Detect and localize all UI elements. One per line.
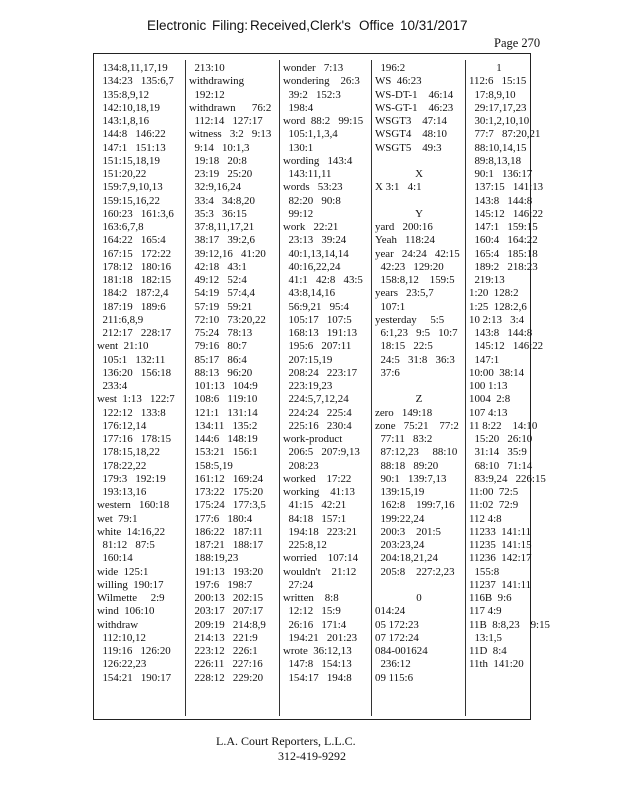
index-entry-line: 90:1 139:7,13 xyxy=(375,472,447,485)
index-entry-line: 223:19,23 xyxy=(283,380,333,392)
index-entry-line: 56:9,21 95:4 xyxy=(283,300,349,313)
index-entry-line: 85:17 86:4 xyxy=(189,353,247,366)
index-entry-line: 188:19,23 xyxy=(189,552,239,565)
index-entry-line: 196:2 xyxy=(375,62,406,74)
index-entry-line: 05 172:23 xyxy=(375,618,419,631)
index-entry-line: 107:1 xyxy=(375,300,406,313)
index-entry-line: 32:9,16,24 xyxy=(189,181,242,194)
header-received: Received,Clerk's xyxy=(250,18,351,33)
index-entry-line: wrote 36:12,13 xyxy=(283,645,352,657)
index-entry-line: 40:1,13,14,14 xyxy=(283,247,349,260)
index-entry-line: 236:12 xyxy=(375,658,411,671)
index-entry-line: 82:20 90:8 xyxy=(283,194,341,207)
index-entry-line: 147:8 154:13 xyxy=(283,658,352,671)
index-entry-line: 79:16 80:7 xyxy=(189,340,247,353)
index-entry-line: WS-GT-1 46:23 xyxy=(375,101,454,114)
index-entry-line: 119:16 126:20 xyxy=(97,645,171,657)
index-entry-line: 41:15 42:21 xyxy=(283,499,347,512)
index-entry-line: 194:21 201:23 xyxy=(283,631,358,644)
index-entry-line: Wilmette 2:9 xyxy=(97,592,165,604)
header-filing: Filing: xyxy=(212,18,249,33)
index-entry-line: 143:8 144:8 xyxy=(469,194,533,207)
header-electronic: Electronic xyxy=(147,18,207,33)
index-entry-line: 11B 8:8,23 9:15 xyxy=(469,618,550,631)
index-entry-line: 160:23 161:3,6 xyxy=(97,207,174,220)
index-entry-line: 173:22 175:20 xyxy=(189,486,264,498)
index-entry-line: 203:17 207:17 xyxy=(189,605,264,618)
index-entry-line: 223:12 226:1 xyxy=(189,645,258,657)
index-entry-line: 136:20 156:18 xyxy=(97,366,172,379)
index-column-5 xyxy=(469,62,550,714)
index-entry-line: 112 4:8 xyxy=(469,512,502,525)
index-entry-line: 130:1 xyxy=(283,141,314,154)
column-divider xyxy=(279,60,280,716)
index-entry-line: 155:8 xyxy=(469,565,500,578)
index-entry-line: 88:13 96:20 xyxy=(189,366,253,379)
index-entry-line: 207:15,19 xyxy=(283,353,333,366)
index-entry-line: 13:1,5 xyxy=(469,631,502,644)
index-entry-line: 203:23,24 xyxy=(375,539,425,551)
index-entry-line: 11237 141:11 xyxy=(469,578,532,591)
index-entry-line: 187:19 189:6 xyxy=(97,300,166,313)
index-entry-line: 158:5,19 xyxy=(189,459,233,472)
index-entry-line: 121:1 131:14 xyxy=(189,406,258,419)
index-entry-line: 40:16,22,24 xyxy=(283,260,341,273)
index-column-2 xyxy=(189,62,277,714)
index-entry-line: 23:19 25:20 xyxy=(189,168,253,180)
index-entry-line: 07 172:24 xyxy=(375,631,419,644)
index-entry-line: 153:21 156:1 xyxy=(189,446,258,459)
index-entry-line: 143:8 144:8 xyxy=(469,327,533,339)
header-date: 10/31/2017 xyxy=(400,18,468,33)
index-entry-line: 147:1 xyxy=(469,353,500,366)
index-entry-line: 151:15,18,19 xyxy=(97,154,160,167)
index-entry-line: 41:1 42:8 43:5 xyxy=(283,274,363,286)
index-entry-line: 205:8 227:2,23 xyxy=(375,565,455,578)
index-entry-line: 178:15,18,22 xyxy=(97,446,160,459)
index-entry-line: 1004 2:8 xyxy=(469,393,511,406)
index-entry-line: wouldn't 21:12 xyxy=(283,565,357,578)
index-entry-line: WSGT3 47:14 xyxy=(375,115,447,127)
index-entry-line: willing 190:17 xyxy=(97,578,164,591)
index-entry-line: 100 1:13 xyxy=(469,380,508,392)
index-entry-line: 154:17 194:8 xyxy=(283,671,352,684)
index-entry-line: 134:23 135:6,7 xyxy=(97,75,174,88)
index-entry-line: 87:12,23 88:10 xyxy=(375,446,458,459)
column-divider xyxy=(185,60,186,716)
index-entry-line: 206:5 207:9,13 xyxy=(283,446,360,459)
index-entry-line: zero 149:18 xyxy=(375,406,433,419)
index-entry-line: WSGT4 48:10 xyxy=(375,128,447,141)
index-entry-line: 211:6,8,9 xyxy=(97,313,144,326)
index-letter-heading: 0 xyxy=(416,592,422,604)
index-entry-line: 19:18 20:8 xyxy=(189,154,247,167)
index-entry-line: 165:4 185:18 xyxy=(469,247,538,260)
index-entry-line: 15:20 26:10 xyxy=(469,433,533,445)
index-entry-line: 197:6 198:7 xyxy=(189,578,253,591)
index-entry-line: 139:15,19 xyxy=(375,486,425,498)
index-entry-line: 212:17 228:17 xyxy=(97,327,172,339)
index-entry-line: 199:22,24 xyxy=(375,512,425,525)
index-entry-line: 81:12 87:5 xyxy=(97,539,155,551)
index-entry-line: 154:21 190:17 xyxy=(97,671,172,684)
index-entry-line: 24:5 31:8 36:3 xyxy=(375,353,455,366)
index-entry-line: zone 75:21 77:2 xyxy=(375,419,459,432)
index-entry-line: 193:13,16 xyxy=(97,486,147,498)
index-entry-line: Yeah 118:24 xyxy=(375,234,435,247)
index-entry-line: 145:12 146:22 xyxy=(469,340,544,353)
index-entry-line: withdrawing xyxy=(189,75,245,88)
index-entry-line: 191:13 193:20 xyxy=(189,565,264,578)
index-entry-line: 33:4 34:8,20 xyxy=(189,194,255,207)
index-entry-line: 57:19 59:21 xyxy=(189,300,253,313)
index-entry-line: 26:16 171:4 xyxy=(283,618,347,631)
index-entry-line: 09 115:6 xyxy=(375,671,414,684)
index-entry-line: 11:00 72:5 xyxy=(469,486,519,498)
index-entry-line: 175:24 177:3,5 xyxy=(189,499,266,512)
index-entry-line: WS 46:23 xyxy=(375,75,422,88)
index-letter-heading: 1 xyxy=(496,62,502,74)
index-entry-line: 144:6 148:19 xyxy=(189,433,258,445)
index-entry-line: 101:13 104:9 xyxy=(189,380,258,392)
index-entry-line: 200:13 202:15 xyxy=(189,592,264,604)
index-entry-line: 195:6 207:11 xyxy=(283,340,352,353)
index-entry-line: white 14:16,22 xyxy=(97,525,166,538)
index-entry-line: 90:1 136:17 xyxy=(469,168,533,180)
index-entry-line: 122:12 133:8 xyxy=(97,406,166,419)
index-entry-line: WS-DT-1 46:14 xyxy=(375,88,454,101)
index-entry-line: 17:8,9,10 xyxy=(469,88,516,101)
index-entry-line: 6:1,23 9:5 10:7 xyxy=(375,327,458,339)
index-entry-line: 29:17,17,23 xyxy=(469,101,527,114)
index-entry-line: worked 17:22 xyxy=(283,472,352,485)
index-entry-line: 134:11 135:2 xyxy=(189,419,258,432)
index-entry-line: 194:18 223:21 xyxy=(283,525,358,538)
index-entry-line: 68:10 71:14 xyxy=(469,459,533,472)
index-entry-line xyxy=(375,155,463,168)
index-entry-line: 43:8,14,16 xyxy=(283,287,336,300)
index-entry-line: 143:11,11 xyxy=(283,168,332,180)
index-entry-line: 11235 141:15 xyxy=(469,539,532,551)
index-entry-line: witness 3:2 9:13 xyxy=(189,128,272,141)
index-entry-line: 147:1 151:13 xyxy=(97,141,166,154)
index-entry-line: 105:1 132:11 xyxy=(97,353,166,366)
index-entry-line: 112:6 15:15 xyxy=(469,75,527,88)
index-entry-line: 117 4:9 xyxy=(469,605,502,618)
index-entry-line: 126:22,23 xyxy=(97,658,147,671)
index-column-3 xyxy=(283,62,369,714)
index-entry-line: 224:24 225:4 xyxy=(283,406,352,419)
index-entry-line: 75:24 78:13 xyxy=(189,327,253,339)
footer-company: L.A. Court Reporters, L.L.C. xyxy=(216,734,356,748)
index-entry-line: 208:23 xyxy=(283,459,319,472)
index-entry-line: 1:25 128:2,6 xyxy=(469,300,527,313)
index-entry-line: 37:6 xyxy=(375,366,400,379)
page-number: Page 270 xyxy=(494,36,541,50)
index-entry-line: 10:00 38:14 xyxy=(469,366,525,379)
index-entry-line: 108:6 119:10 xyxy=(189,393,258,406)
index-entry-line: 181:18 182:15 xyxy=(97,274,172,286)
index-entry-line: western 160:18 xyxy=(97,499,170,512)
index-entry-line: 228:12 229:20 xyxy=(189,671,264,684)
index-entry-line: withdraw xyxy=(97,618,139,631)
index-entry-line: 163:6,7,8 xyxy=(97,221,144,233)
index-entry-line: WSGT5 49:3 xyxy=(375,141,442,154)
index-entry-line: 11:02 72:9 xyxy=(469,499,519,512)
index-entry-line: 225:16 230:4 xyxy=(283,419,352,432)
column-divider xyxy=(371,60,372,716)
index-entry-line: 54:19 57:4,4 xyxy=(189,287,255,300)
index-entry-line: 11D 8:4 xyxy=(469,645,507,657)
index-entry-line: 83:9,24 226:15 xyxy=(469,472,546,485)
index-entry-line: X 3:1 4:1 xyxy=(375,181,422,194)
index-entry-line: 160:14 xyxy=(97,552,133,565)
index-entry-line: 226:11 227:16 xyxy=(189,658,263,671)
index-entry-line: 208:24 223:17 xyxy=(283,366,358,379)
index-entry-line: 214:13 221:9 xyxy=(189,631,258,644)
index-entry-line: 168:13 191:13 xyxy=(283,327,358,339)
index-entry-line: 11236 142:17 xyxy=(469,552,532,565)
index-entry-line: 31:14 35:9 xyxy=(469,446,527,459)
index-entry-line: wording 143:4 xyxy=(283,154,353,167)
index-entry-line: yard 200:16 xyxy=(375,221,433,233)
index-entry-line: 177:6 180:4 xyxy=(189,512,253,525)
index-entry-line: 99:12 xyxy=(283,207,314,220)
index-entry-line: 137:15 141:13 xyxy=(469,181,544,194)
index-entry-line: 12:12 15:9 xyxy=(283,605,341,618)
index-entry-line: 11233 141:11 xyxy=(469,525,532,538)
index-entry-line: 187:21 188:17 xyxy=(189,539,264,551)
index-entry-line: working 41:13 xyxy=(283,486,355,498)
index-column-4 xyxy=(375,62,463,714)
index-entry-line: 151:20,22 xyxy=(97,168,147,180)
index-entry-line: 23:13 39:24 xyxy=(283,234,347,247)
index-entry-line: 144:8 146:22 xyxy=(97,128,166,141)
index-entry-line: 224:5,7,12,24 xyxy=(283,393,349,406)
index-entry-line: 112:14 127:17 xyxy=(189,115,263,127)
index-entry-line: 38:17 39:2,6 xyxy=(189,234,255,247)
index-entry-line: 37:8,11,17,21 xyxy=(189,221,255,233)
index-entry-line: 107 4:13 xyxy=(469,406,508,419)
index-entry-line: 178:22,22 xyxy=(97,459,147,472)
index-entry-line: 143:1,8,16 xyxy=(97,115,150,127)
index-letter-heading: X xyxy=(415,168,423,180)
index-entry-line: wet 79:1 xyxy=(97,512,138,525)
index-entry-line: 204:18,21,24 xyxy=(375,552,438,565)
index-entry-line: written 8:8 xyxy=(283,592,339,604)
index-entry-line: 192:12 xyxy=(189,88,225,101)
index-entry-line: 159:7,9,10,13 xyxy=(97,181,163,194)
index-entry-line: 162:8 199:7,16 xyxy=(375,499,455,512)
index-entry-line: 189:2 218:23 xyxy=(469,260,538,273)
index-entry-line: yesterday 5:5 xyxy=(375,313,445,326)
index-entry-line: word 88:2 99:15 xyxy=(283,115,364,127)
index-entry-line: 161:12 169:24 xyxy=(189,472,264,485)
index-entry-line: 209:19 214:8,9 xyxy=(189,618,266,631)
index-entry-line: year 24:24 42:15 xyxy=(375,247,460,260)
index-entry-line: wondering 26:3 xyxy=(283,75,360,88)
index-entry-line: 77:11 83:2 xyxy=(375,433,433,445)
index-entry-line: 1:20 128:2 xyxy=(469,287,519,300)
index-entry-line: 158:8,12 159:5 xyxy=(375,274,455,286)
index-entry-line: 147:1 159:15 xyxy=(469,221,538,233)
column-divider xyxy=(465,60,466,716)
index-letter-heading: Y xyxy=(415,207,423,220)
index-entry-line: wonder 7:13 xyxy=(283,62,344,74)
index-entry-line: 219:13 xyxy=(469,274,505,286)
index-entry-line: 177:16 178:15 xyxy=(97,433,172,445)
index-entry-line: 014:24 xyxy=(375,605,406,618)
index-entry-line: 89:8,13,18 xyxy=(469,154,522,167)
index-entry-line: 213:10 xyxy=(189,62,225,74)
index-entry-line: 49:12 52:4 xyxy=(189,274,247,286)
index-entry-line: 105:17 107:5 xyxy=(283,313,352,326)
index-entry-line: 179:3 192:19 xyxy=(97,472,166,485)
index-entry-line: west 1:13 122:7 xyxy=(97,393,175,406)
index-entry-line: 42:23 129:20 xyxy=(375,260,444,273)
index-entry-line: 18:15 22:5 xyxy=(375,340,433,353)
index-entry-line: 27:24 xyxy=(283,578,314,591)
index-entry-line: withdrawn 76:2 xyxy=(189,101,272,114)
index-entry-line: 084-001624 xyxy=(375,645,428,657)
index-entry-line: 39:2 152:3 xyxy=(283,88,341,101)
index-entry-line: 135:8,9,12 xyxy=(97,88,150,101)
index-entry-line: 11th 141:20 xyxy=(469,658,524,671)
index-entry-line: wind 106:10 xyxy=(97,605,155,618)
index-entry-line: work-product xyxy=(283,433,343,445)
index-entry-line: 225:8,12 xyxy=(283,539,327,551)
index-entry-line: 30:1,2,10,10 xyxy=(469,115,530,127)
index-entry-line: 112:10,12 xyxy=(97,631,146,644)
index-entry-line: 42:18 43:1 xyxy=(189,260,247,273)
index-entry-line: 198:4 xyxy=(283,101,314,114)
index-entry-line: 176:12,14 xyxy=(97,419,147,432)
index-entry-line xyxy=(375,195,463,208)
index-entry-line: 186:22 187:11 xyxy=(189,525,263,538)
index-letter-heading: Z xyxy=(415,393,423,406)
index-entry-line: 88:18 89:20 xyxy=(375,459,439,472)
index-entry-line: 105:1,1,3,4 xyxy=(283,128,338,141)
index-entry-line: 164:22 165:4 xyxy=(97,234,166,247)
index-entry-line: work 22:21 xyxy=(283,221,339,233)
index-entry-line: years 23:5,7 xyxy=(375,287,434,300)
index-entry-line: 84:18 157:1 xyxy=(283,512,347,525)
index-entry-line: 134:8,11,17,19 xyxy=(97,62,168,74)
index-entry-line: 10 2:13 3:4 xyxy=(469,313,525,326)
index-entry-line: 11 8:22 14:10 xyxy=(469,419,538,432)
index-entry-line: 116B 9:6 xyxy=(469,592,512,604)
index-entry-line: 35:3 36:15 xyxy=(189,207,247,220)
index-entry-line: went 21:10 xyxy=(97,340,149,353)
index-entry-line: 142:10,18,19 xyxy=(97,101,160,114)
index-entry-line: wide 125:1 xyxy=(97,565,149,578)
index-entry-line: 184:2 187:2,4 xyxy=(97,287,169,300)
footer-phone: 312-419-9292 xyxy=(278,749,346,763)
index-entry-line: 167:15 172:22 xyxy=(97,247,172,260)
index-entry-line xyxy=(375,579,463,592)
index-entry-line: 233:4 xyxy=(97,380,128,392)
index-entry-line: 145:12 146:22 xyxy=(469,207,544,220)
index-entry-line: words 53:23 xyxy=(283,181,343,194)
index-entry-line: 39:12,16 41:20 xyxy=(189,247,266,260)
index-entry-line: 72:10 73:20,22 xyxy=(189,313,266,326)
index-entry-line: 160:4 164:22 xyxy=(469,234,538,247)
index-entry-line: worried 107:14 xyxy=(283,552,359,565)
header-office: Office xyxy=(359,18,395,33)
index-entry-line: 88:10,14,15 xyxy=(469,141,527,154)
index-entry-line: 159:15,16,22 xyxy=(97,194,160,207)
index-entry-line: 178:12 180:16 xyxy=(97,260,172,273)
index-entry-line: 200:3 201:5 xyxy=(375,525,441,538)
index-column-1 xyxy=(97,62,183,714)
index-entry-line: 9:14 10:1,3 xyxy=(189,141,250,154)
index-entry-line xyxy=(375,380,463,393)
index-entry-line: 77:7 87:20,21 xyxy=(469,128,541,141)
